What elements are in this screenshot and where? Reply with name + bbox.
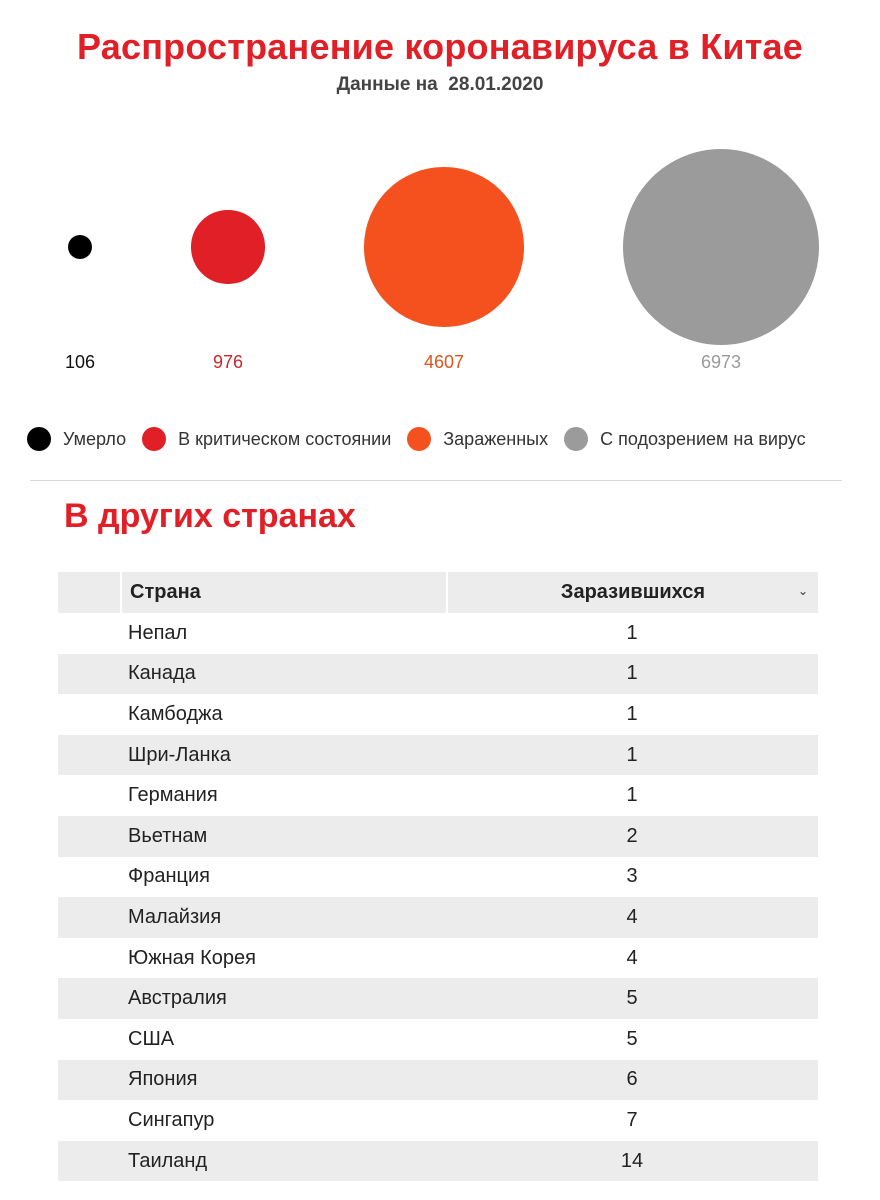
table-row [58, 857, 818, 898]
table-row [58, 694, 818, 735]
legend-item [564, 427, 806, 451]
cell-infected: 7 [626, 1108, 638, 1131]
cell-country: Непал [128, 621, 188, 644]
table-row [58, 897, 818, 938]
table-row [58, 775, 818, 816]
legend-label: Зараженных [443, 428, 549, 449]
cell-infected: 1 [626, 621, 638, 644]
cell-country: США [128, 1027, 175, 1050]
bubble-value-label: 976 [212, 352, 244, 372]
legend-label: Умерло [63, 428, 127, 449]
table-row [58, 816, 818, 857]
column-header-infected[interactable] [446, 572, 818, 613]
chart-legend [27, 424, 822, 454]
cell-infected: 1 [626, 743, 638, 766]
legend-dot-icon [407, 427, 431, 451]
cell-infected: 6 [626, 1068, 638, 1091]
cell-infected: 4 [626, 946, 638, 969]
bubble-chart [0, 130, 880, 390]
cell-infected: 14 [620, 1149, 644, 1172]
countries-table [58, 572, 818, 1181]
bubble-value-label: 4607 [423, 352, 465, 372]
cell-country: Франция [128, 865, 210, 888]
cell-infected: 4 [626, 905, 638, 928]
cell-infected: 5 [626, 987, 638, 1010]
bubble-value-label: 6973 [700, 352, 742, 372]
cell-country: Сингапур [128, 1108, 215, 1131]
legend-label: В критическом состоянии [178, 428, 392, 449]
table-row [58, 938, 818, 979]
table-row [58, 1019, 818, 1060]
cell-country: Австралия [128, 987, 227, 1010]
cell-infected: 1 [626, 784, 638, 807]
section-divider [30, 480, 842, 481]
cell-country: Камбоджа [128, 702, 223, 725]
section-title: В других странах [64, 497, 356, 535]
legend-dot-icon [564, 427, 588, 451]
cell-infected: 1 [626, 702, 638, 725]
bubble-2 [191, 210, 264, 283]
table-row [58, 978, 818, 1019]
cell-country: Шри-Ланка [128, 743, 231, 766]
table-header-row [58, 572, 818, 613]
page-title: Распространение коронавируса в Китае [77, 26, 803, 67]
bubble-value-label: 106 [64, 352, 96, 372]
table-row [58, 1141, 818, 1182]
cell-country: Вьетнам [128, 824, 208, 847]
legend-item [27, 427, 126, 451]
cell-country: Канада [128, 662, 196, 685]
table-row [58, 613, 818, 654]
legend-label: С подозрением на вирус [600, 428, 806, 449]
cell-infected: 1 [626, 662, 638, 685]
cell-country: Япония [128, 1068, 198, 1091]
column-header-country[interactable]: Страна [120, 572, 446, 613]
cell-infected: 3 [626, 865, 638, 888]
bubble-3 [364, 167, 523, 326]
cell-infected: 2 [626, 824, 638, 847]
chevron-down-icon[interactable]: ⌄ [797, 584, 808, 598]
legend-item [142, 427, 391, 451]
column-header-infected-label: Заразившихся [560, 581, 706, 603]
cell-country: Германия [128, 784, 218, 807]
cell-country: Южная Корея [128, 946, 256, 969]
table-row [58, 1100, 818, 1141]
legend-dot-icon [142, 427, 166, 451]
cell-infected: 5 [626, 1027, 638, 1050]
bubble-4 [623, 149, 819, 345]
cell-country: Малайзия [128, 905, 222, 928]
table-row [58, 654, 818, 695]
table-row [58, 1060, 818, 1101]
table-row [58, 735, 818, 776]
legend-dot-icon [27, 427, 51, 451]
page-subtitle: Данные на 28.01.2020 [336, 74, 544, 95]
bubble-1 [68, 235, 92, 259]
legend-item [407, 427, 548, 451]
cell-country: Таиланд [128, 1149, 208, 1172]
